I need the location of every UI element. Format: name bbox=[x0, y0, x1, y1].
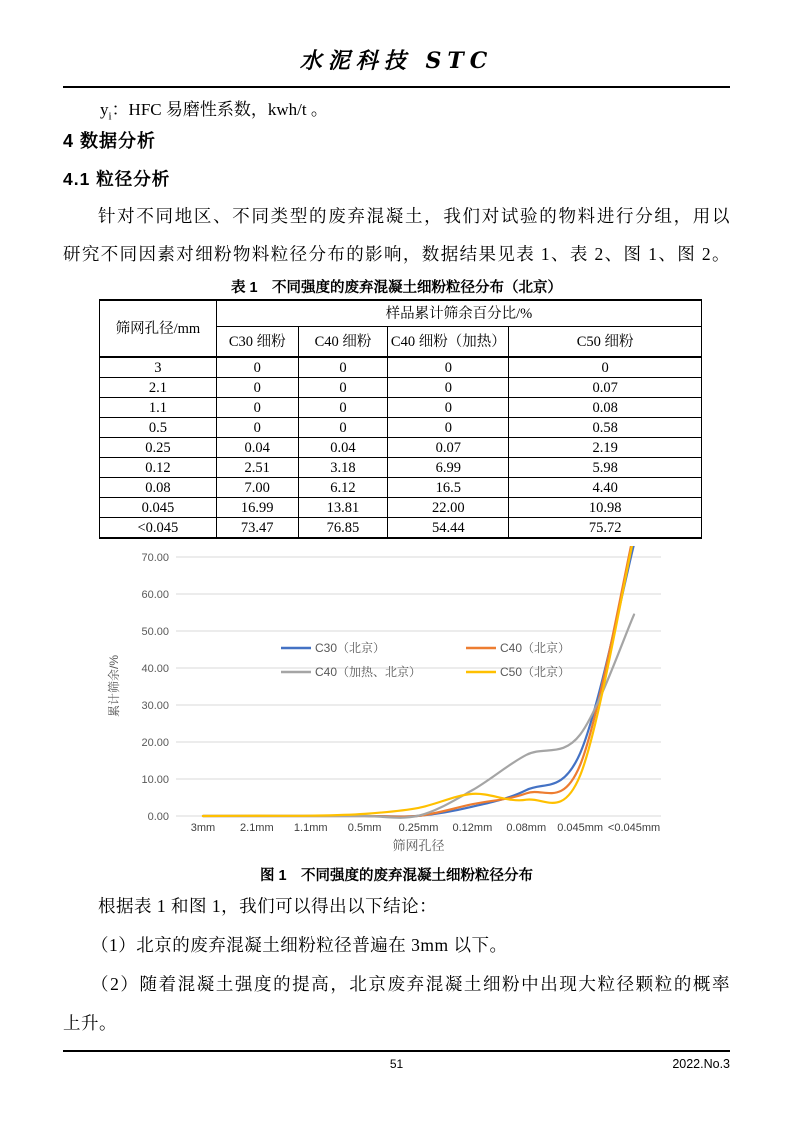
table-cell: 0 bbox=[509, 357, 702, 378]
table-cell: 0 bbox=[216, 418, 298, 438]
table-cell: 16.5 bbox=[388, 478, 509, 498]
y-tick-label: 50.00 bbox=[141, 626, 169, 638]
paragraph-line-1: 针对不同地区、不同类型的废弃混凝土，我们对试验的物料进行分组，用以 bbox=[98, 206, 730, 226]
x-tick-label: 0.045mm bbox=[557, 822, 604, 834]
table-cell: 2.1 bbox=[100, 378, 217, 398]
table-1-caption: 表 1 不同强度的废弃混凝土细粉粒径分布（北京） bbox=[230, 280, 563, 296]
y-tick-label: 0.00 bbox=[147, 811, 169, 823]
series-line-3 bbox=[203, 546, 634, 816]
x-tick-label: 0.5mm bbox=[347, 822, 382, 834]
table-span-header: 样品累计筛余百分比/% bbox=[216, 300, 701, 327]
legend-item bbox=[281, 664, 421, 679]
table-cell: 0 bbox=[388, 378, 509, 398]
figure-1-caption: 图 1 不同强度的废弃混凝土细粉粒径分布 bbox=[259, 868, 534, 884]
y-tick-label: 60.00 bbox=[141, 589, 169, 601]
x-tick-label: 0.25mm bbox=[398, 822, 439, 834]
table-cell: 4.40 bbox=[509, 478, 702, 498]
legend-item bbox=[466, 664, 570, 679]
table-cell: 3 bbox=[100, 357, 217, 378]
variable-symbol: y bbox=[100, 100, 109, 119]
table-cell: 6.99 bbox=[388, 458, 509, 478]
table-subheader-c40: C40 细粉 bbox=[298, 327, 388, 358]
x-tick-label: 0.08mm bbox=[506, 822, 547, 834]
series-line-1 bbox=[203, 546, 634, 817]
table-cell: 0.07 bbox=[509, 378, 702, 398]
conclusion-lead: 根据表 1 和图 1，我们可以得出以下结论： bbox=[98, 896, 438, 916]
x-tick-label: 3mm bbox=[190, 822, 216, 834]
paragraph-line-2: 研究不同因素对细粉物料粒径分布的影响，数据结果见表 1、表 2、图 1、图 2。 bbox=[63, 244, 730, 264]
table-cell: 0 bbox=[216, 398, 298, 418]
table-1 bbox=[99, 299, 702, 539]
table-cell: 0 bbox=[298, 357, 388, 378]
table-cell: 1.1 bbox=[100, 398, 217, 418]
table-cell: <0.045 bbox=[100, 518, 217, 539]
table-row bbox=[100, 357, 702, 378]
table-cell: 0.08 bbox=[100, 478, 217, 498]
table-subheader-c30: C30 细粉 bbox=[216, 327, 298, 358]
footer-rule bbox=[63, 1050, 730, 1052]
legend-label: C40（加热、北京） bbox=[315, 665, 422, 679]
table-cell: 0 bbox=[388, 357, 509, 378]
variable-subscript: i bbox=[108, 110, 112, 123]
y-tick-label: 20.00 bbox=[141, 737, 169, 749]
table-cell: 0.5 bbox=[100, 418, 217, 438]
y-tick-label: 40.00 bbox=[141, 663, 169, 675]
table-cell: 0.08 bbox=[509, 398, 702, 418]
table-cell: 2.51 bbox=[216, 458, 298, 478]
footer-page-number: 51 bbox=[389, 1057, 404, 1071]
table-row bbox=[100, 398, 702, 418]
legend-label: C30（北京） bbox=[315, 641, 386, 655]
table-row bbox=[100, 438, 702, 458]
figure-1-chart bbox=[103, 546, 747, 860]
chart-svg bbox=[103, 546, 747, 860]
journal-header-title: 水泥科技 STC bbox=[299, 48, 494, 74]
series-line-0 bbox=[203, 546, 634, 817]
header-rule bbox=[63, 86, 730, 88]
table-cell: 22.00 bbox=[388, 498, 509, 518]
table-cell: 76.85 bbox=[298, 518, 388, 539]
y-tick-label: 70.00 bbox=[141, 552, 169, 564]
variable-definition-text: ：HFC 易磨性系数，kwh/t 。 bbox=[111, 100, 328, 119]
y-tick-label: 10.00 bbox=[141, 774, 169, 786]
table-cell: 0.04 bbox=[216, 438, 298, 458]
y-tick-label: 30.00 bbox=[141, 700, 169, 712]
table-cell: 10.98 bbox=[509, 498, 702, 518]
table-cell: 6.12 bbox=[298, 478, 388, 498]
table-stub-header: 筛网孔径/mm bbox=[100, 300, 217, 357]
table-cell: 16.99 bbox=[216, 498, 298, 518]
table-cell: 3.18 bbox=[298, 458, 388, 478]
x-axis-title: 筛网孔径 bbox=[392, 838, 445, 853]
table-cell: 73.47 bbox=[216, 518, 298, 539]
table-cell: 0 bbox=[388, 398, 509, 418]
table-cell: 5.98 bbox=[509, 458, 702, 478]
table-row bbox=[100, 458, 702, 478]
x-tick-label: 1.1mm bbox=[293, 822, 328, 834]
table-cell: 0 bbox=[298, 398, 388, 418]
conclusion-item-1: （1）北京的废弃混凝土细粉粒径普遍在 3mm 以下。 bbox=[91, 935, 508, 955]
table-row bbox=[100, 498, 702, 518]
table-cell: 0.25 bbox=[100, 438, 217, 458]
table-row bbox=[100, 378, 702, 398]
table-cell: 0.58 bbox=[509, 418, 702, 438]
table-cell: 0 bbox=[216, 378, 298, 398]
table-body bbox=[100, 357, 702, 538]
legend-item bbox=[466, 640, 570, 655]
legend-item bbox=[281, 640, 385, 655]
table-cell: 0 bbox=[298, 418, 388, 438]
table-cell: 0.12 bbox=[100, 458, 217, 478]
table-cell: 0 bbox=[216, 357, 298, 378]
table-cell: 0.045 bbox=[100, 498, 217, 518]
legend-label: C40（北京） bbox=[500, 641, 571, 655]
table-cell: 0.04 bbox=[298, 438, 388, 458]
table-cell: 54.44 bbox=[388, 518, 509, 539]
conclusion-item-2-line-1: （2）随着混凝土强度的提高，北京废弃混凝土细粉中出现大粒径颗粒的概率 bbox=[91, 974, 730, 994]
table-cell: 0 bbox=[298, 378, 388, 398]
variable-definition-line bbox=[100, 95, 328, 122]
table-subheader-c40-heated: C40 细粉（加热） bbox=[388, 327, 509, 358]
table-cell: 75.72 bbox=[509, 518, 702, 539]
x-tick-label: 0.12mm bbox=[452, 822, 493, 834]
table-cell: 0 bbox=[388, 418, 509, 438]
conclusion-item-2-line-2: 上升。 bbox=[63, 1013, 117, 1033]
table-cell: 0.07 bbox=[388, 438, 509, 458]
subsection-heading-4-1: 4.1 粒径分析 bbox=[63, 169, 171, 189]
x-tick-label: <0.045mm bbox=[607, 822, 661, 834]
table-cell: 2.19 bbox=[509, 438, 702, 458]
legend-label: C50（北京） bbox=[500, 665, 571, 679]
x-tick-label: 2.1mm bbox=[240, 822, 274, 834]
table-row bbox=[100, 518, 702, 539]
footer-issue-label: 2022.No.3 bbox=[672, 1057, 730, 1071]
table-row bbox=[100, 478, 702, 498]
y-axis-title: 累计筛余/% bbox=[107, 654, 121, 718]
table-subheader-c50: C50 细粉 bbox=[509, 327, 702, 358]
table-row bbox=[100, 418, 702, 438]
table-cell: 13.81 bbox=[298, 498, 388, 518]
table-cell: 7.00 bbox=[216, 478, 298, 498]
table-header-row-1 bbox=[100, 300, 702, 327]
section-heading-4: 4 数据分析 bbox=[63, 131, 157, 151]
